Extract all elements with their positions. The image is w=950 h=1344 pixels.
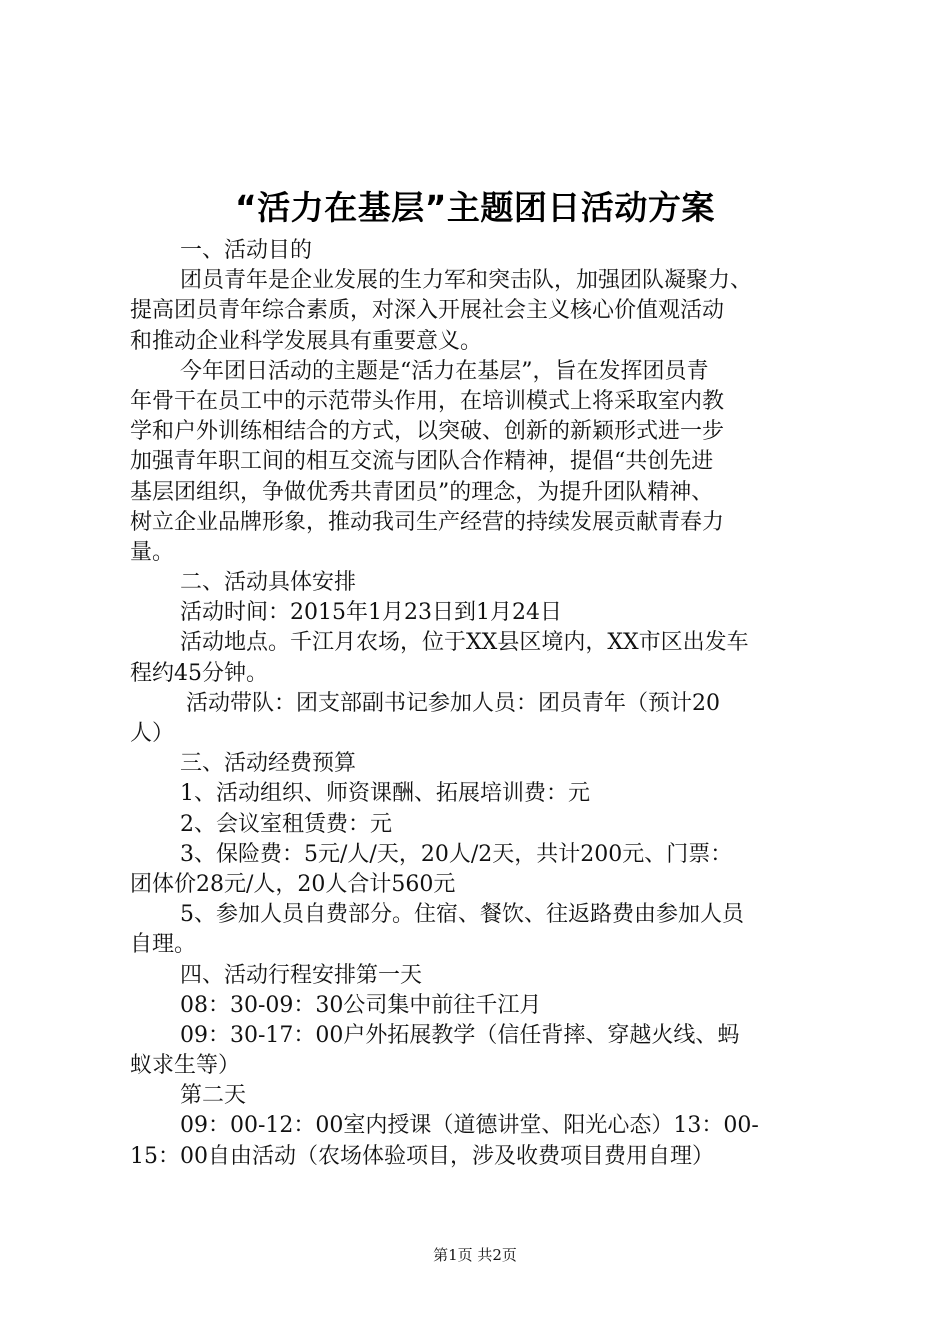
- budget-item-cont: 自理。: [130, 932, 197, 958]
- itinerary-item-cont: 蚁求生等）: [130, 1053, 241, 1079]
- activity-time: 活动时间：2015年1月23日到1月24日: [180, 600, 562, 626]
- itinerary-item: 09：30-17：00户外拓展教学（信任背摔、穿越火线、蚂: [180, 1022, 740, 1048]
- section-heading-schedule: 二、活动具体安排: [180, 570, 357, 596]
- activity-location: 活动地点。千江月农场，位于XX县区境内，XX市区出发车: [180, 630, 749, 656]
- paragraph-line: 树立企业品牌形象，推动我司生产经营的持续发展贡献青春力: [130, 509, 725, 535]
- paragraph-line: 加强青年职工间的相互交流与团队合作精神，提倡“共创先进: [130, 449, 714, 475]
- budget-item: 2、会议室租赁费：元: [180, 811, 392, 837]
- paragraph-line: 基层团组织，争做优秀共青团员”的理念，为提升团队精神、: [130, 479, 714, 505]
- activity-location-cont: 程约45分钟。: [130, 660, 268, 686]
- document-body: [130, 236, 835, 1172]
- paragraph-line: 学和户外训练相结合的方式，以突破、创新的新颖形式进一步: [130, 419, 725, 445]
- paragraph-line: 年骨干在员工中的示范带头作用，在培训模式上将采取室内教: [130, 388, 725, 414]
- document-title: “活力在基层”主题团日活动方案: [235, 188, 715, 227]
- activity-leader-cont: 人）: [130, 721, 175, 746]
- itinerary-item-cont: 15：00自由活动（农场体验项目，涉及收费项目费用自理）: [130, 1143, 714, 1169]
- budget-item: 5、参加人员自费部分。住宿、餐饮、往返路费由参加人员: [180, 902, 744, 928]
- section-heading-purpose: 一、活动目的: [180, 238, 313, 263]
- paragraph-line: 今年团日活动的主题是“活力在基层”，旨在发挥团员青: [180, 358, 709, 384]
- paragraph-line: 团员青年是企业发展的生力军和突击队，加强团队凝聚力、: [180, 268, 753, 294]
- section-heading-budget: 三、活动经费预算: [180, 751, 357, 777]
- paragraph-line: 和推动企业科学发展具有重要意义。: [130, 328, 483, 354]
- section-heading-itinerary: 四、活动行程安排第一天: [180, 962, 423, 988]
- budget-item: 1、活动组织、师资课酬、拓展培训费：元: [180, 781, 590, 807]
- itinerary-item: 09：00-12：00室内授课（道德讲堂、阳光心态）13：00-: [180, 1113, 759, 1139]
- page-number-footer: 第1页 共2页: [433, 1246, 517, 1264]
- activity-leader: 活动带队：团支部副书记参加人员：团员青年（预计20: [186, 690, 720, 716]
- paragraph-line: 量。: [130, 539, 175, 565]
- budget-item: 3、保险费：5元/人/天，20人/2天，共计200元、门票：: [180, 841, 733, 867]
- budget-item-cont: 团体价28元/人，20人合计560元: [130, 871, 456, 897]
- paragraph-line: 提高团员青年综合素质，对深入开展社会主义核心价值观活动: [130, 298, 725, 324]
- itinerary-day-two: 第二天: [180, 1083, 247, 1109]
- itinerary-item: 08：30-09：30公司集中前往千江月: [180, 992, 542, 1018]
